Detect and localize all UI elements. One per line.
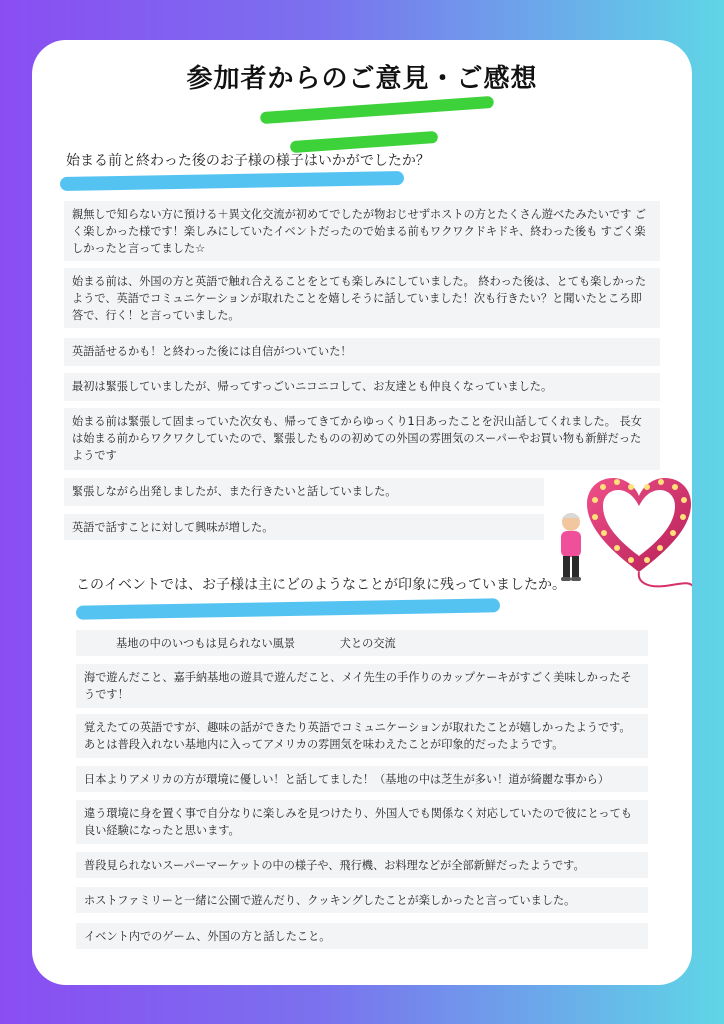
answer-item: 覚えたての英語ですが、趣味の話ができたり英語でコミュニケーションが取れたことが嬉しかったようです。 あとは普段入れない基地内に入ってアメリカの雰囲気を味わえたことが印象的だったようです。	[76, 714, 648, 758]
answer-item: 英語話せるかも！と終わった後には自信がついていた！	[64, 338, 660, 366]
question-1-highlight	[60, 171, 404, 191]
answer-item: 始まる前は、外国の方と英語で触れ合えることをとても楽しみにしていました。 終わった後は、とても楽しかったようで、英語でコミュニケーションが取れたことを嬉しそうに話していました！次も行きたい？と聞いたところ即答で、行く！と言っていました。	[64, 268, 660, 328]
title-underline-stroke	[260, 96, 494, 124]
answer-item: 始まる前は緊張して固まっていた次女も、帰ってきてからゆっくり1日あったことを沢山話してくれました。 長女は始まる前からワクワクしていたので、緊張したものの初めての外国の雰囲気のスーパーやお買い物も新鮮だったようです	[64, 408, 660, 470]
answer-item: 緊張しながら出発しましたが、また行きたいと話していました。	[64, 478, 544, 506]
question-2: このイベントでは、お子様は主にどのようなことが印象に残っていましたか。	[76, 577, 566, 593]
answer-item: 日本よりアメリカの方が環境に優しい！と話してました！（基地の中は芝生が多い！道が綺麗な事から）	[76, 766, 648, 792]
answer-item: 海で遊んだこと、嘉手納基地の遊具で遊んだこと、メイ先生の手作りのカップケーキがすごく美味しかったそうです！	[76, 664, 648, 708]
answer-item: イベント内でのゲーム、外国の方と話したこと。	[76, 923, 648, 949]
content-card	[32, 40, 692, 985]
question-2-highlight	[76, 598, 500, 619]
heart-marquee-illustration	[547, 460, 692, 600]
answer-item: 普段見られないスーパーマーケットの中の様子や、飛行機、お料理などが全部新鮮だったようです。	[76, 852, 648, 878]
answer-item: ホストファミリーと一緒に公園で遊んだり、クッキングしたことが楽しかったと言っていました。	[76, 887, 648, 913]
heart-marquee-icon	[547, 460, 692, 600]
answer-item: 違う環境に身を置く事で自分なりに楽しみを見つけたり、外国人でも関係なく対応していたので彼にとっても良い経験になったと思います。	[76, 800, 648, 844]
page-title: 参加者からのご意見・ご感想	[186, 64, 538, 94]
answer-item: 親無しで知らない方に預ける＋異文化交流が初めてでしたが物おじせずホストの方とたくさん遊べたみたいです ごく楽しかった様です！楽しみにしていたイベントだったので始まる前もワクワクドキドキ、終わった後も すごく楽しかったと言ってました☆	[64, 201, 660, 261]
answer-item: 英語で話すことに対して興味が増した。	[64, 514, 544, 540]
answer-item: 基地の中のいつもは見られない風景 犬との交流	[76, 630, 648, 656]
answer-item: 最初は緊張していましたが、帰ってすっごいニコニコして、お友達とも仲良くなっていました。	[64, 373, 660, 401]
person-emoji-icon	[561, 513, 581, 581]
question-1: 始まる前と終わった後のお子様の様子はいかがでしたか？	[66, 153, 430, 169]
